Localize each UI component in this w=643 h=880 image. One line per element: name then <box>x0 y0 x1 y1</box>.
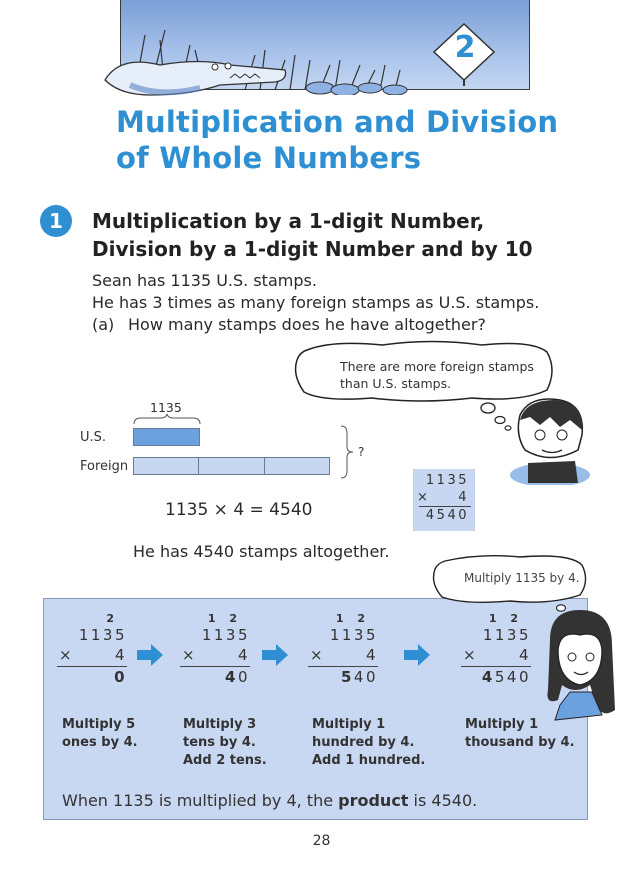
step-text-line: Add 1 hundred. <box>312 753 426 768</box>
bar-total-unknown: ? <box>358 445 365 459</box>
arrow-right-icon <box>262 644 288 666</box>
section-title-line1: Multiplication by a 1-digit Number, <box>92 209 485 233</box>
bar-label-us: U.S. <box>80 430 107 445</box>
problem-question <box>92 314 539 336</box>
step-text-line: tens by 4. <box>183 735 256 750</box>
step-text-line: Multiply 5 <box>62 717 136 732</box>
chapter-title-line2: of Whole Numbers <box>116 141 422 175</box>
problem-line1: Sean has 1135 U.S. stamps. <box>92 271 317 290</box>
problem-line2: He has 3 times as many foreign stamps as U.S. stamps. <box>92 293 540 312</box>
step-1-calculation <box>57 613 127 687</box>
carry-digits: 1 2 <box>207 612 242 625</box>
multiplicand: 1135 <box>482 626 531 644</box>
step-4-calculation <box>461 613 531 687</box>
question-text: How many stamps does he have altogether? <box>128 315 486 334</box>
section-title <box>92 207 533 263</box>
bar-foreign <box>133 457 330 475</box>
times-sign: × <box>182 646 195 664</box>
calc-multiplicand: 1135 <box>425 473 469 488</box>
step-text-line: ones by 4. <box>62 735 138 750</box>
vertical-calculation-summary <box>413 469 475 531</box>
bar-us <box>133 428 200 446</box>
step-text-line: Multiply 3 <box>183 717 257 732</box>
brace-right-icon <box>340 425 354 479</box>
calc-product: 4540 <box>425 508 469 523</box>
crocodile-illustration <box>100 40 290 100</box>
chapter-title <box>116 104 558 176</box>
result-digits: 540 <box>494 668 531 686</box>
step-text-line: thousand by 4. <box>465 735 575 750</box>
times-sign: × <box>310 646 323 664</box>
bar-foreign-unit <box>199 458 264 474</box>
conclusion-part: is 4540. <box>408 791 478 810</box>
bar-unit-value: 1135 <box>150 400 182 415</box>
section-title-line2: Division by a 1-digit Number and by 10 <box>92 237 533 261</box>
step-1-description <box>62 716 138 752</box>
step-3-calculation <box>308 613 378 687</box>
conclusion-text <box>62 791 477 810</box>
multiplier: 4 <box>237 646 250 664</box>
multiplier: 4 <box>114 646 127 664</box>
brace-top-icon <box>133 413 201 425</box>
step-2-description <box>183 716 267 770</box>
chapter-number: 2 <box>454 30 476 65</box>
carry-digits: 1 2 <box>488 612 523 625</box>
times-sign: × <box>463 646 476 664</box>
result-new-digit: 4 <box>481 668 495 686</box>
arrow-right-icon <box>404 644 430 666</box>
carry-digits: 1 2 <box>335 612 370 625</box>
page-number: 28 <box>312 833 331 849</box>
problem-text <box>92 270 539 336</box>
result-new-digit: 5 <box>340 668 354 686</box>
equation: 1135 × 4 = 4540 <box>165 500 313 520</box>
conclusion-part: When 1135 is multiplied by 4, the <box>62 791 339 810</box>
multiplicand: 1135 <box>329 626 378 644</box>
thought-bubble-girl-text: Multiply 1135 by 4. <box>464 571 580 585</box>
arrow-right-icon <box>137 644 163 666</box>
step-2-calculation <box>180 613 250 687</box>
chapter-title-line1: Multiplication and Division <box>116 105 559 139</box>
calc-multiplier: 4 <box>458 490 469 505</box>
step-3-description <box>312 716 425 770</box>
carry-digits: 2 <box>106 612 119 625</box>
multiplier: 4 <box>518 646 531 664</box>
result-digits: 0 <box>237 668 250 686</box>
times-sign: × <box>417 490 428 505</box>
girl-character-illustration <box>540 600 618 730</box>
result-digits: 40 <box>353 668 378 686</box>
bubble-line1: There are more foreign stamps <box>340 359 534 374</box>
answer-text: He has 4540 stamps altogether. <box>133 542 390 561</box>
thought-bubble-boy-text <box>340 358 534 392</box>
bar-foreign-unit <box>134 458 199 474</box>
multiplier: 4 <box>365 646 378 664</box>
bar-label-foreign: Foreign <box>80 459 129 474</box>
step-4-description <box>465 716 575 752</box>
result-new-digit: 0 <box>114 668 127 686</box>
boy-character-illustration <box>490 395 595 485</box>
step-text-line: Multiply 1 <box>312 717 386 732</box>
bubble-line2: than U.S. stamps. <box>340 376 452 391</box>
multiplicand: 1135 <box>78 626 127 644</box>
step-text-line: Add 2 tens. <box>183 753 267 768</box>
step-text-line: Multiply 1 <box>465 717 539 732</box>
multiplicand: 1135 <box>201 626 250 644</box>
section-number-badge: 1 <box>40 205 72 237</box>
part-label: (a) <box>92 315 115 334</box>
key-term-product: product <box>338 791 409 810</box>
bar-foreign-unit <box>265 458 329 474</box>
result-new-digit: 4 <box>225 668 238 686</box>
times-sign: × <box>59 646 72 664</box>
step-text-line: hundred by 4. <box>312 735 415 750</box>
